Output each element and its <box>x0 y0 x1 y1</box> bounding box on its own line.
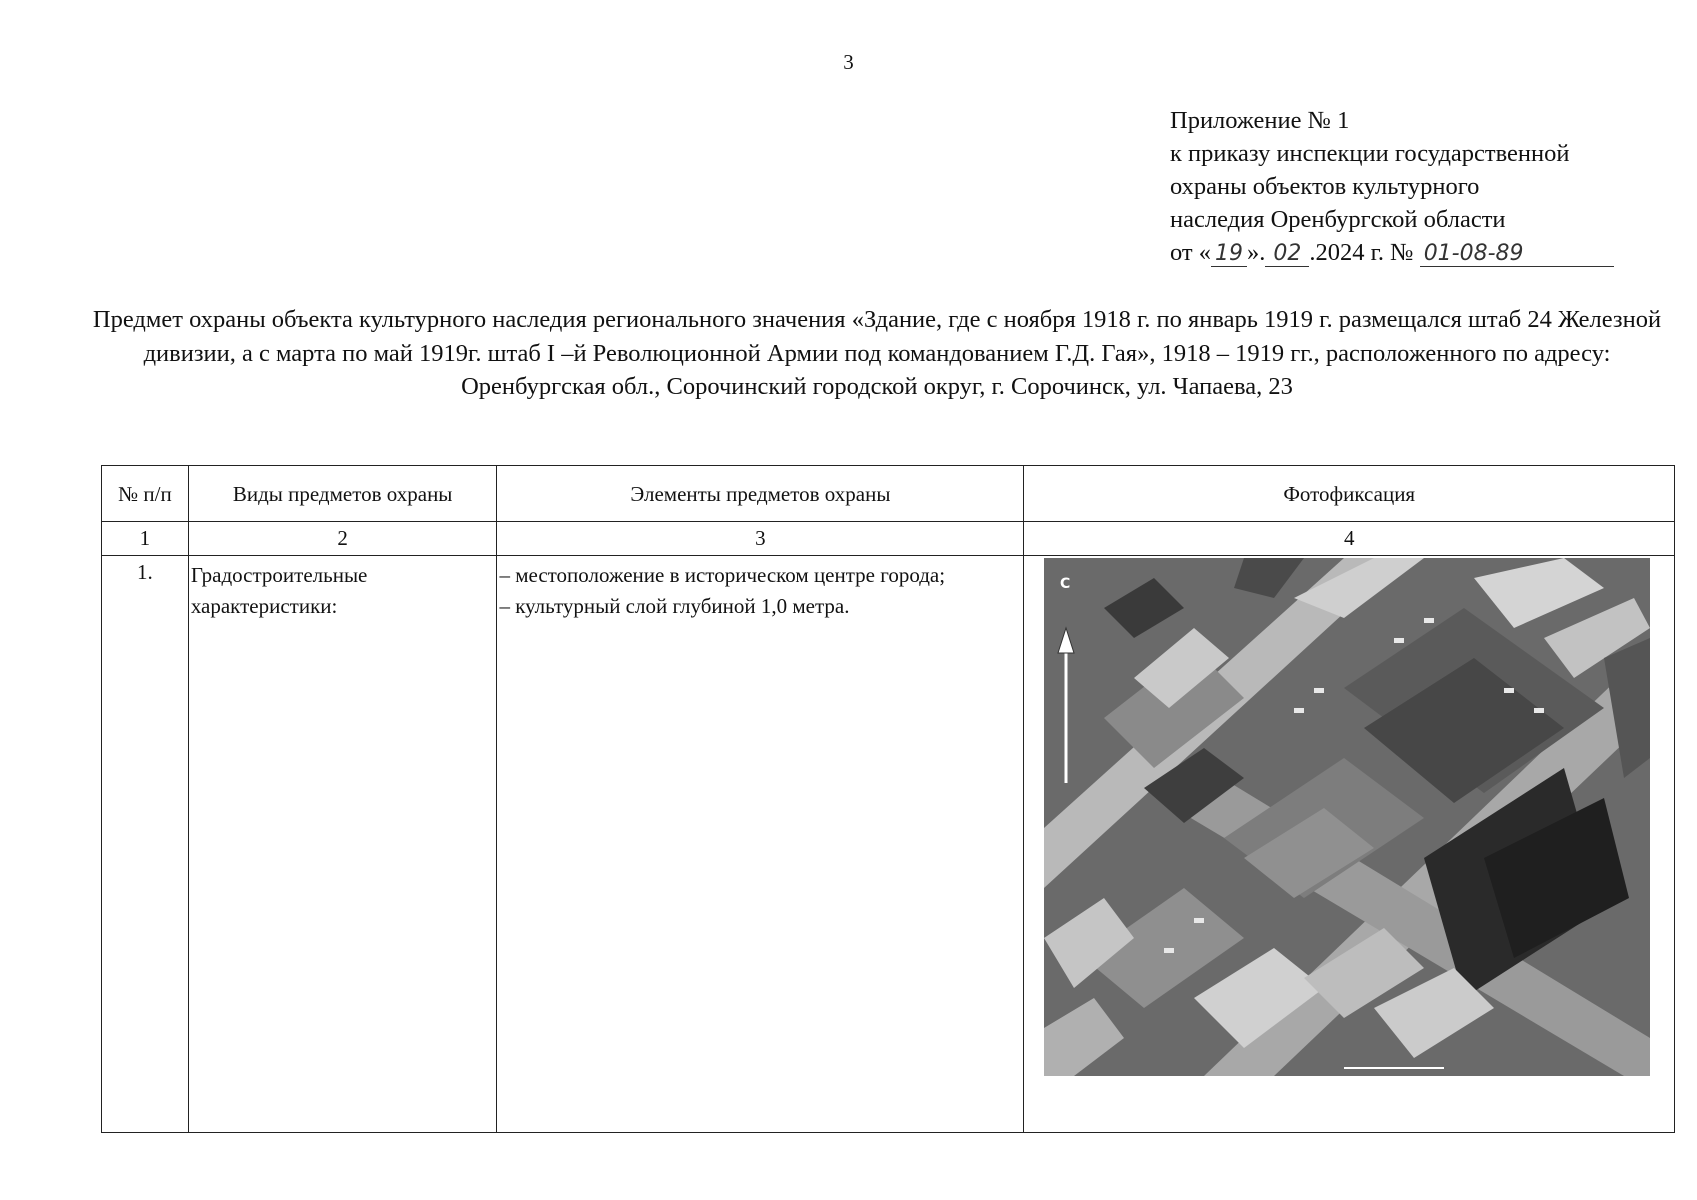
row-number: 1. <box>102 556 189 1133</box>
handwritten-day: 19 <box>1211 242 1247 267</box>
appendix-line-4: наследия Оренбургской области <box>1170 206 1506 233</box>
appendix-line-2: к приказу инспекции государственной <box>1170 140 1570 167</box>
column-number-1: 1 <box>102 522 189 556</box>
column-number-3: 3 <box>497 522 1024 556</box>
date-year: .2024 г. № <box>1309 239 1414 266</box>
handwritten-month: 02 <box>1265 242 1309 267</box>
header-number: № п/п <box>102 466 189 522</box>
column-numbers-row <box>102 522 1675 556</box>
document-title: Предмет охраны объекта культурного наследия регионального значения «Здание, где с ноября 1918 г. по январь 1919 г. размещался штаб 24 Железной дивизии, а с марта по май 1919г. штаб I –й Революционной Армии под командованием Г.Д. Гая», 1918 – 1919 гг., расположенного по адресу: Оренбургская обл., Сорочинский городской округ, г. Сорочинск, ул. Чапаева, 23 <box>92 306 1662 400</box>
appendix-order-date-line <box>1170 236 1614 269</box>
header-photo: Фотофиксация <box>1024 466 1675 522</box>
row-photo-cell <box>1024 556 1675 1133</box>
column-number-2: 2 <box>188 522 497 556</box>
date-mid: ». <box>1247 239 1266 266</box>
column-number-4: 4 <box>1024 522 1675 556</box>
header-kinds: Виды предметов охраны <box>188 466 497 522</box>
page-number: 3 <box>843 50 854 74</box>
date-prefix: от « <box>1170 239 1212 266</box>
north-label: С <box>1060 576 1071 592</box>
protection-subject-table <box>101 465 1675 1133</box>
aerial-photo-image <box>1044 558 1650 1076</box>
appendix-header <box>1170 104 1614 269</box>
appendix-line-3: охраны объектов культурного <box>1170 173 1480 200</box>
table-header-row <box>102 466 1675 522</box>
aerial-photo <box>1044 558 1650 1076</box>
row-elements: – местоположение в историческом центре города; – культурный слой глубиной 1,0 метра. <box>497 556 1024 1133</box>
handwritten-order-number: 01-08-89 <box>1420 242 1614 267</box>
table-row <box>102 556 1675 1133</box>
row-kind: Градостроительные характеристики: <box>188 556 497 1133</box>
header-elements: Элементы предметов охраны <box>497 466 1024 522</box>
appendix-line-1: Приложение № 1 <box>1170 107 1350 134</box>
